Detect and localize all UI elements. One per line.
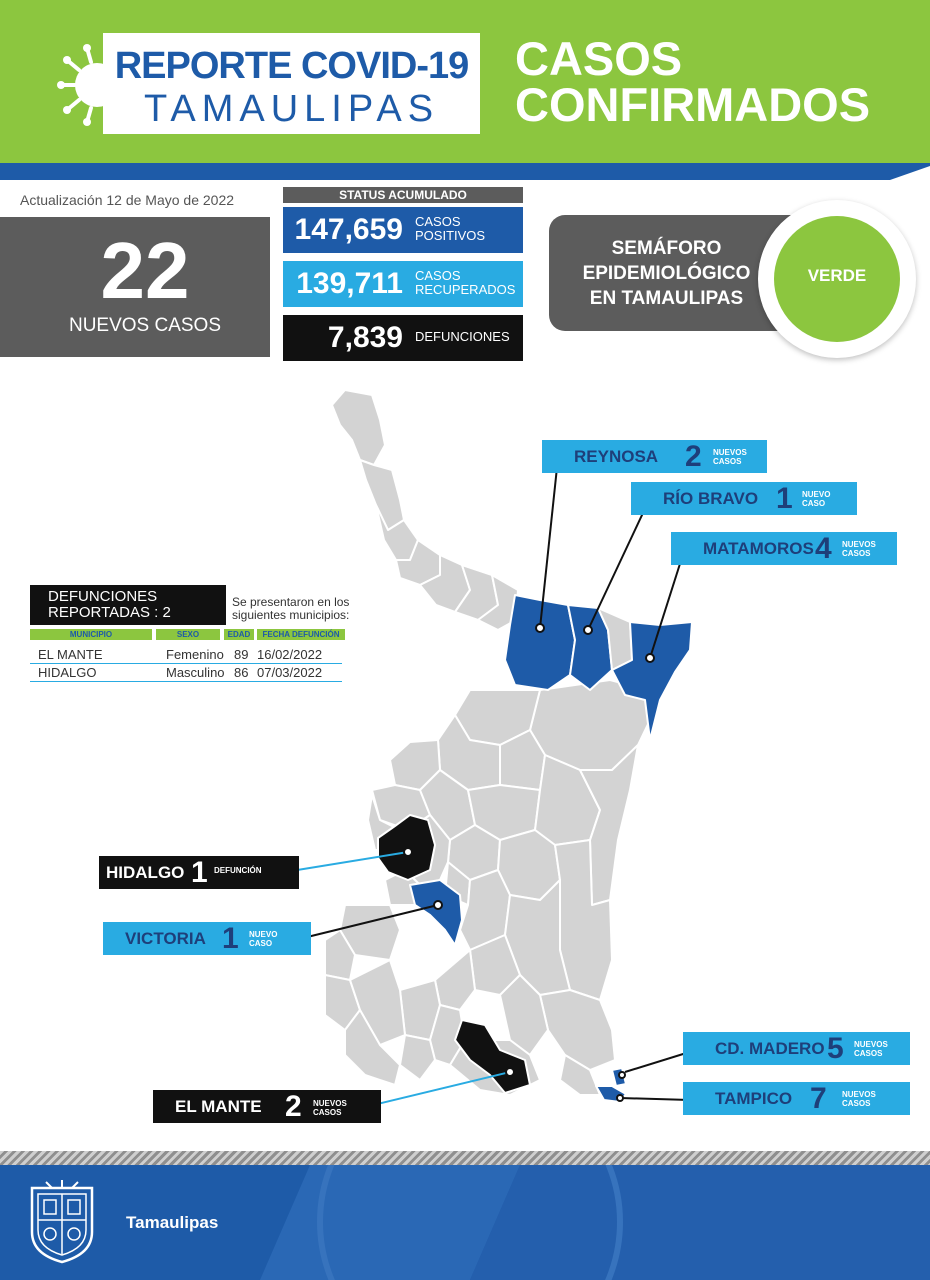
row1-sexo: Femenino: [166, 647, 224, 662]
callout-name: REYNOSA: [574, 447, 659, 466]
deaths-value: 7,839: [327, 321, 403, 354]
callout-name: TAMPICO: [715, 1089, 793, 1108]
callout-sub: NUEVO CASO: [802, 490, 831, 508]
update-date: Actualización 12 de Mayo de 2022: [20, 192, 235, 208]
callout-count: 2: [685, 440, 702, 473]
col-header-sexo: SEXO: [156, 629, 220, 640]
callout-cd-madero: [683, 1032, 910, 1065]
callout-sub: NUEVOS CASOS: [842, 1090, 876, 1108]
callout-name: MATAMOROS: [703, 539, 814, 558]
positive-cases: [283, 207, 523, 253]
marker-matamoros: [646, 654, 654, 662]
callout-hidalgo: [99, 856, 299, 889]
recovered-value: 139,711: [296, 267, 403, 300]
row1-edad: 89: [234, 647, 249, 662]
row2-sexo: Masculino: [166, 665, 225, 680]
new-cases-label: NUEVOS CASOS: [68, 315, 222, 336]
report-region: TAMAULIPAS: [143, 88, 440, 130]
header-banner: [0, 0, 930, 160]
marker-tampico: [617, 1095, 623, 1101]
status-header: STATUS ACUMULADO: [283, 187, 523, 203]
deaths-note: Se presentaron en los siguientes municipios:: [232, 595, 350, 622]
callout-sub: DEFUNCIÓN: [214, 866, 262, 875]
footer-brand: Tamaulipas: [126, 1213, 219, 1232]
leader-rio-bravo: [588, 498, 650, 630]
deaths-reported-title: DEFUNCIONES REPORTADAS : 2: [48, 588, 171, 621]
callout-reynosa: [542, 440, 767, 473]
marker-cd-madero: [619, 1072, 625, 1078]
municipality-victoria: [410, 880, 462, 945]
row-divider: [30, 681, 342, 682]
row1-municipio: EL MANTE: [38, 647, 103, 662]
callout-count: 1: [776, 482, 793, 515]
marker-reynosa: [536, 624, 544, 632]
callout-name: VICTORIA: [125, 929, 206, 948]
positive-value: 147,659: [294, 213, 403, 246]
municipality-reynosa: [505, 595, 575, 690]
callout-count: 5: [827, 1032, 844, 1065]
callout-victoria: [103, 922, 311, 955]
callout-name: RÍO BRAVO: [663, 489, 759, 508]
heading-line2: CONFIRMADOS: [515, 78, 871, 131]
deaths-reported-box: [30, 585, 226, 625]
callout-name: HIDALGO: [106, 863, 185, 882]
marker-rio-bravo: [584, 626, 592, 634]
page-heading: [515, 32, 871, 131]
callout-sub: NUEVOS CASOS: [713, 448, 747, 466]
municipality-nuevo-laredo: [332, 390, 385, 465]
callout-count: 1: [191, 856, 208, 889]
row2-edad: 86: [234, 665, 249, 680]
leader-tampico: [620, 1098, 690, 1100]
new-cases-box: [0, 217, 270, 357]
callout-sub: NUEVOS CASOS: [842, 540, 876, 558]
row2-municipio: HIDALGO: [38, 665, 97, 680]
deaths-total: [283, 315, 523, 361]
marker-el-mante: [506, 1068, 514, 1076]
municipality-altamira: [540, 990, 615, 1070]
header-stripe: [0, 160, 930, 180]
callout-matamoros: [671, 532, 897, 565]
row1-fecha: 16/02/2022: [257, 647, 323, 662]
recovered-cases: [283, 261, 523, 307]
callout-name: EL MANTE: [175, 1097, 262, 1116]
callout-tampico: [683, 1082, 910, 1115]
new-cases-count: 22: [100, 226, 190, 315]
callout-count: 1: [222, 922, 239, 955]
marker-hidalgo: [404, 848, 412, 856]
municipality-gomez-farias: [435, 950, 475, 1010]
callout-name: CD. MADERO: [715, 1039, 825, 1058]
report-title: REPORTE COVID-19: [114, 45, 469, 87]
heading-line1: CASOS: [515, 32, 683, 85]
semaforo-title: SEMÁFORO EPIDEMIOLÓGICO EN TAMAULIPAS: [582, 238, 751, 309]
deaths-label: DEFUNCIONES: [415, 329, 510, 344]
callout-count: 7: [810, 1082, 827, 1115]
col-header-municipio: MUNICIPIO: [30, 629, 152, 640]
marker-victoria: [434, 901, 442, 909]
col-header-edad: EDAD: [224, 629, 254, 640]
callout-sub: NUEVOS CASOS: [313, 1099, 347, 1117]
row2-fecha: 07/03/2022: [257, 665, 323, 680]
tamaulipas-coat-of-arms-icon: [26, 1180, 98, 1264]
callout-sub: NUEVOS CASOS: [854, 1040, 888, 1058]
callout-count: 2: [285, 1090, 302, 1123]
callout-sub: NUEVO CASO: [249, 930, 278, 948]
callout-el-mante: [153, 1090, 381, 1123]
municipality-nuevo-morelos: [400, 1035, 435, 1080]
semaforo-status: VERDE: [807, 266, 867, 285]
col-header-fecha: FECHA DEFUNCIÓN: [257, 629, 345, 640]
callout-rio-bravo: [631, 482, 857, 515]
row-divider: [30, 663, 342, 664]
positive-label: CASOS POSITIVOS: [415, 214, 486, 243]
callout-count: 4: [815, 532, 832, 565]
footer: [0, 1165, 930, 1280]
semaforo-indicator: [758, 200, 916, 358]
footer-stripe: [0, 1151, 930, 1165]
title-box: [103, 33, 480, 134]
recovered-label: CASOS RECUPERADOS: [415, 268, 516, 297]
traffic-light-icon: [774, 216, 900, 342]
